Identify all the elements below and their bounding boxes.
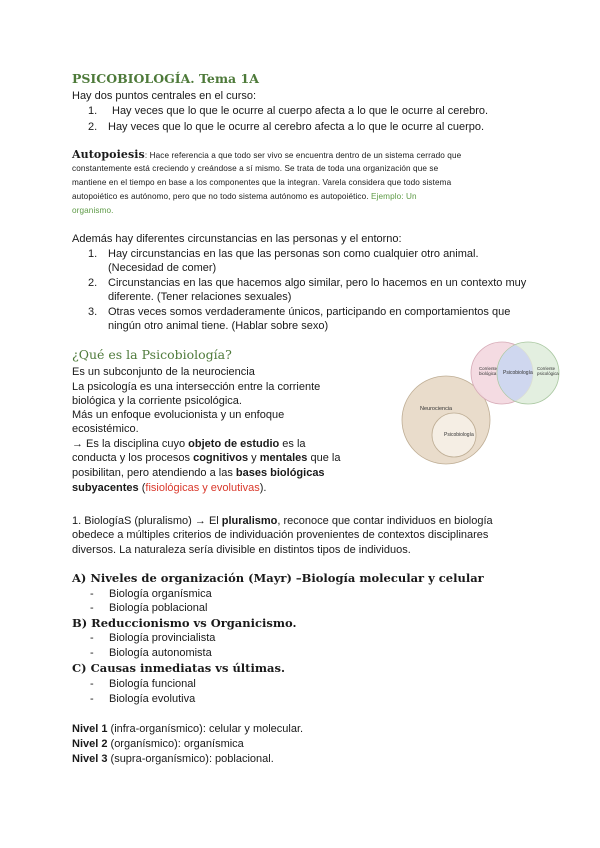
psico-text: biológica y la corriente psicológica. [72, 395, 242, 407]
text-run: 1. BiologíaS (pluralismo) → El [72, 515, 222, 527]
label-neuroscience: Neurociencia [420, 406, 453, 412]
text-run: posibilitan, pero atendiendo a las [72, 467, 236, 479]
text-bold: objeto de estudio [188, 438, 280, 450]
text-bold: pluralismo [221, 515, 278, 527]
autopoiesis-example: Ejemplo: Un [371, 192, 417, 201]
section-heading: B) Reduccionismo vs Organicismo. [72, 616, 297, 630]
psico-text: Es un subconjunto de la neurociencia [72, 366, 255, 378]
text-run: ( [138, 482, 146, 494]
list-item-text: Biología provincialista [109, 632, 216, 644]
biologias-text: obedece a múltiples criterios de individuación provenientes de contextos disciplinares [72, 529, 489, 541]
psico-text: La psicología es una intersección entre la corriente [72, 381, 321, 393]
psico-text [72, 437, 306, 451]
text-run: que la [307, 452, 341, 464]
psico-text: Más un enfoque evolucionista y un enfoque [72, 409, 285, 421]
autopoiesis-line [72, 190, 417, 204]
text-run: , reconoce que contar individuos en biología [277, 515, 493, 527]
text-bold: subyacentes [72, 482, 139, 494]
label-right-word2: psicológica [537, 371, 559, 376]
label-right-word1: Corriente [537, 366, 556, 371]
list-number: 1. [88, 248, 98, 260]
autopoiesis-term: Autopoiesis [72, 148, 145, 161]
list-item-text: Biología poblacional [109, 602, 208, 614]
level-label: Nivel 1 [72, 723, 108, 735]
level-text: (organísmico): organísmica [107, 738, 244, 750]
list-text: Hay veces que lo que le ocurre al cuerpo afecta a lo que le ocurre al cerebro. [112, 105, 489, 117]
list-item-text: Biología evolutiva [109, 693, 196, 705]
list-text: Circunstancias en las que hacemos algo similar, pero lo hacemos en un contexto muy [108, 277, 527, 289]
label-psychobiology-small: Psicobiología [444, 432, 474, 438]
autopoiesis-text: : Hace referencia a que todo ser vivo se encuentra dentro de un sistema cerrado que [144, 151, 462, 160]
label-left [479, 366, 498, 376]
psico-text [72, 481, 266, 495]
level-line [72, 722, 303, 736]
text-bold: cognitivos [193, 452, 249, 464]
section-heading: A) Niveles de organización (Mayr) –Biología molecular y celular [72, 571, 484, 585]
list-item-text: Biología funcional [109, 678, 196, 690]
autopoiesis-text: autopoiético es autónomo, pero que no todo sistema autónomo es autopoiético. [72, 192, 369, 201]
venn-diagram [396, 340, 562, 468]
level-label: Nivel 3 [72, 753, 108, 765]
list-number: 3. [88, 306, 98, 318]
text-run: conducta y los procesos [72, 452, 194, 464]
level-line [72, 752, 274, 766]
autopoiesis-example-cont: organismo. [72, 206, 114, 215]
biologias-text [72, 514, 493, 528]
level-text: (infra-organísmico): celular y molecular. [107, 723, 304, 735]
level-line [72, 737, 244, 751]
text-run: ). [259, 482, 267, 494]
level-label: Nivel 2 [72, 738, 108, 750]
section-heading: C) Causas inmediatas vs últimas. [72, 661, 285, 675]
text-run: → Es la disciplina cuyo [72, 438, 189, 450]
list-number: 2. [88, 277, 98, 289]
psico-text [72, 451, 340, 465]
psico-text [72, 466, 325, 480]
section-heading: ¿Qué es la Psicobiología? [72, 347, 232, 362]
biologias-text: diversos. La naturaleza sería divisible en distintos tipos de individuos. [72, 544, 411, 556]
list-text: Otras veces somos verdaderamente únicos, participando en comportamientos que [108, 306, 511, 318]
list-item-text: Biología autonomista [109, 647, 212, 659]
text-run: y [248, 452, 260, 464]
label-middle: Psicobiología [503, 370, 533, 376]
circumstances-intro: Además hay diferentes circunstancias en las personas y el entorno: [72, 233, 402, 245]
list-text: diferente. (Tener relaciones sexuales) [108, 291, 292, 303]
text-bold: mentales [259, 452, 308, 464]
list-text: ningún otro animal tiene. (Hablar sobre sexo) [108, 320, 329, 332]
level-text: (supra-organísmico): poblacional. [107, 753, 274, 765]
label-left-word1: Corriente [479, 366, 498, 371]
page-title: PSICOBIOLOGÍA. Tema 1A [72, 71, 259, 86]
list-text: Hay veces que lo que le ocurre al cerebro afecta a lo que le ocurre al cuerpo. [108, 121, 485, 133]
list-item-text: Biología organísmica [109, 588, 212, 600]
list-number: 2. [88, 121, 98, 133]
autopoiesis-line: mantiene en el tiempo en base a los componentes que la integran. Varela considera que todo sistema [72, 178, 452, 187]
intro-text: Hay dos puntos centrales en el curso: [72, 90, 257, 102]
list-number: 1. [88, 105, 98, 117]
label-left-word2: biológica [479, 371, 497, 376]
autopoiesis-line [72, 148, 461, 163]
list-text: Hay circunstancias en las que las personas son como cualquier otro animal. [108, 248, 479, 260]
list-text: (Necesidad de comer) [108, 262, 217, 274]
text-run: es la [279, 438, 306, 450]
autopoiesis-line: constantemente está creciendo y creándose a sí mismo. Se trata de toda una organización que se [72, 164, 439, 173]
text-red: fisiológicas y evolutivas [145, 482, 260, 494]
text-bold: bases biológicas [235, 467, 325, 479]
psico-text: ecosistémico. [72, 423, 139, 435]
